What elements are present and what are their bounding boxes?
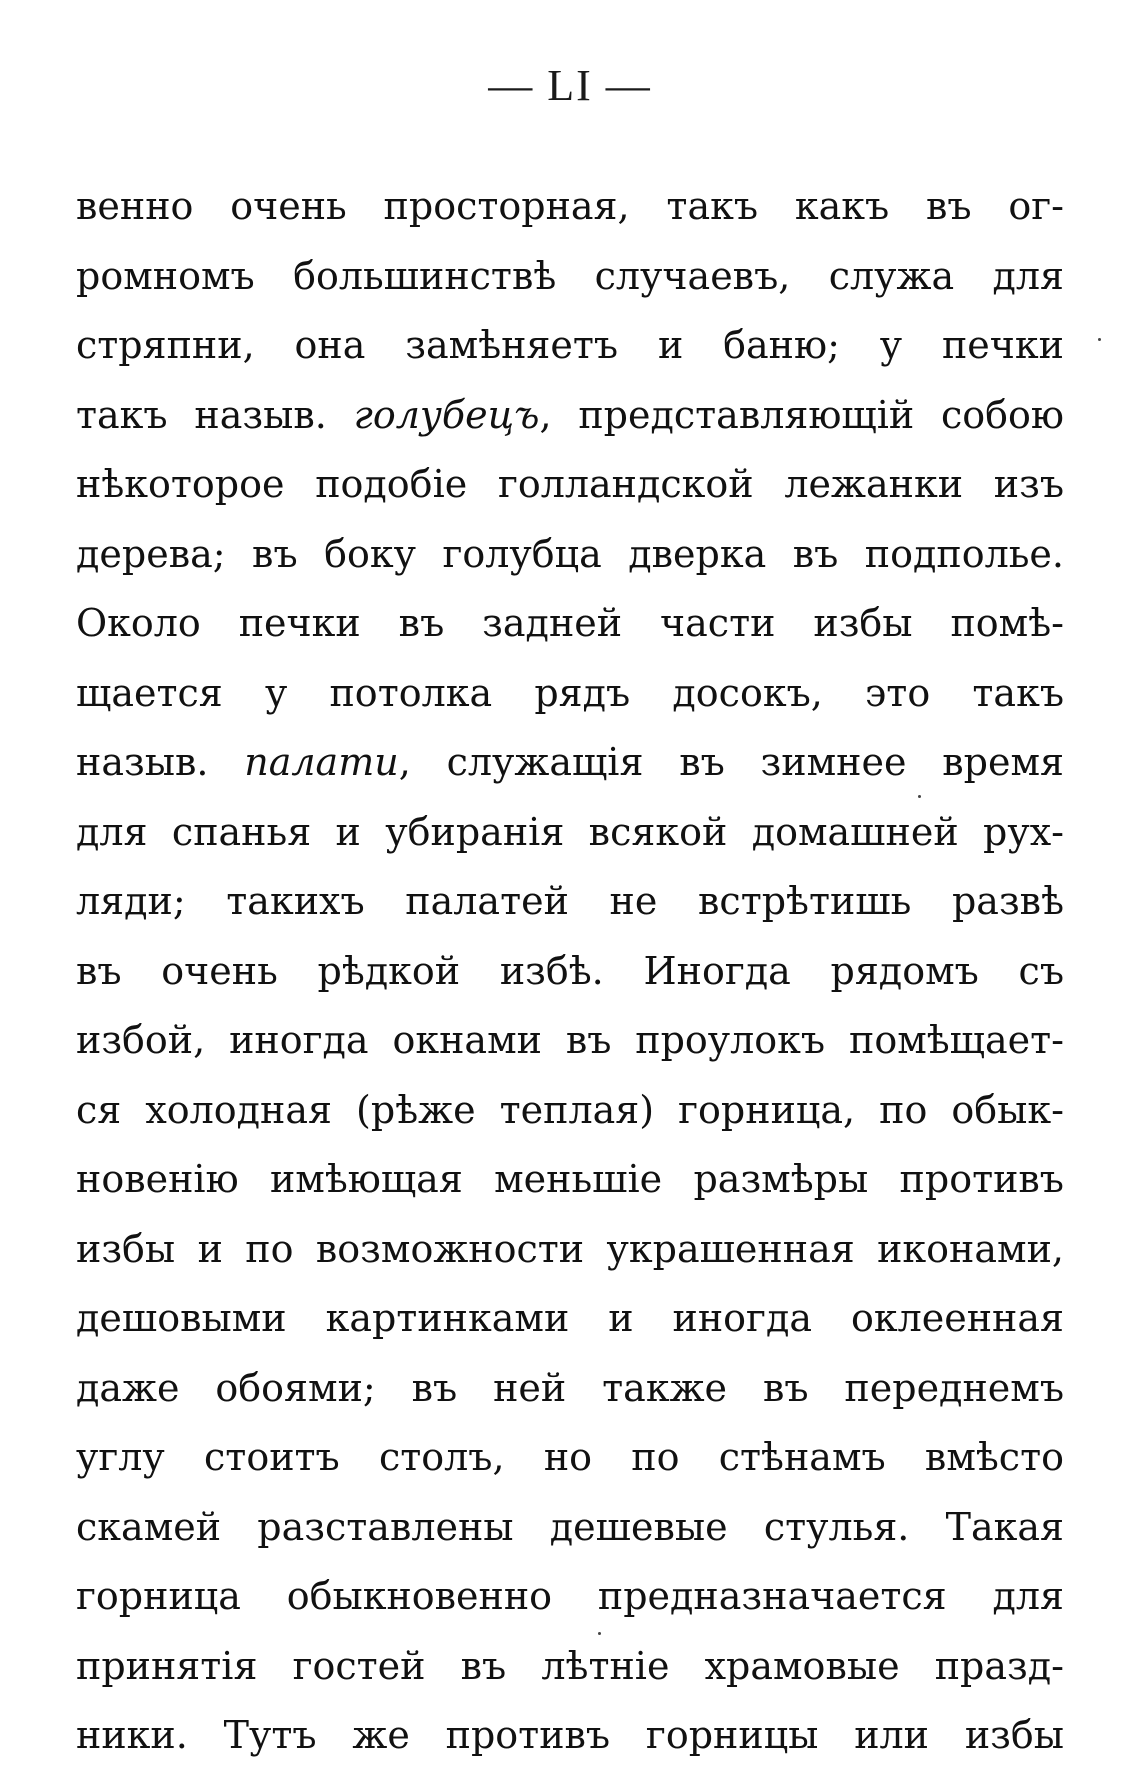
text-line — [76, 1284, 1064, 1354]
text-line — [76, 1493, 1064, 1563]
text-line — [76, 520, 1064, 590]
text-segment: ся холодная (рѣже теплая) горница, по обык- — [76, 1087, 1064, 1132]
print-speck — [918, 795, 921, 798]
text-line — [76, 450, 1064, 520]
text-segment: для спанья и убиранія всякой домашней рух- — [76, 809, 1064, 854]
text-line — [76, 381, 1064, 451]
text-segment: даже обоями; въ ней также въ переднемъ — [76, 1365, 1064, 1410]
text-segment: ники. Тутъ же противъ горницы или избы — [76, 1713, 1064, 1757]
text-segment: скамей разставлены дешевые стулья. Такая — [76, 1504, 1064, 1549]
print-speck — [598, 1632, 601, 1635]
text-line — [76, 1076, 1064, 1146]
text-line — [76, 1354, 1064, 1424]
text-segment: ляди; такихъ палатей не встрѣтишь развѣ — [76, 879, 1064, 923]
text-line — [76, 1562, 1064, 1632]
text-segment: Около печки въ задней части избы помѣ- — [76, 601, 1064, 645]
text-segment: нѣкоторое подобіе голландской лежанки изъ — [76, 462, 1064, 506]
text-line — [76, 1215, 1064, 1285]
text-segment: дерева; въ боку голубца дверка въ подполье. — [76, 531, 1064, 576]
text-line — [76, 1423, 1064, 1493]
text-segment: стряпни, она замѣняетъ и баню; у печки — [76, 323, 1064, 367]
text-line — [76, 172, 1064, 242]
text-line — [76, 867, 1064, 937]
text-segment: , служащія въ зимнее время — [398, 740, 1064, 784]
text-line — [76, 589, 1064, 659]
text-line — [76, 728, 1064, 798]
text-line — [76, 242, 1064, 312]
text-segment: венно очень просторная, такъ какъ въ ог- — [76, 184, 1064, 228]
text-line — [76, 1701, 1064, 1771]
text-segment: углу стоитъ столъ, но по стѣнамъ вмѣсто — [76, 1435, 1064, 1479]
text-line — [76, 798, 1064, 868]
text-segment: новенію имѣющая меньшіе размѣры противъ — [76, 1157, 1064, 1201]
text-segment: назыв. — [76, 740, 245, 784]
print-speck — [1098, 338, 1101, 341]
text-line — [76, 1006, 1064, 1076]
text-segment: ромномъ большинствѣ случаевъ, служа для — [76, 253, 1064, 298]
text-segment: избы и по возможности украшенная иконами, — [76, 1226, 1064, 1271]
body-text — [76, 172, 1064, 1771]
text-segment: въ очень рѣдкой избѣ. Иногда рядомъ съ — [76, 948, 1064, 993]
text-line — [76, 1145, 1064, 1215]
text-line — [76, 937, 1064, 1007]
text-segment: принятія гостей въ лѣтніе храмовые празд- — [76, 1643, 1064, 1688]
text-segment: такъ назыв. — [76, 392, 354, 437]
text-line — [76, 659, 1064, 729]
text-segment: горница обыкновенно предназначается для — [76, 1574, 1064, 1618]
text-segment: избой, иногда окнами въ проулокъ помѣщает- — [76, 1018, 1064, 1062]
italic-term: голубецъ — [353, 392, 540, 437]
text-segment: дешовыми картинками и иногда оклеенная — [76, 1296, 1064, 1340]
italic-term: палати — [244, 740, 399, 784]
text-line — [76, 1632, 1064, 1702]
text-segment: щается у потолка рядъ досокъ, это такъ — [76, 670, 1064, 715]
page-number-header: — LI — — [488, 61, 652, 110]
text-segment: , представляющій собою — [539, 392, 1064, 437]
text-line — [76, 311, 1064, 381]
